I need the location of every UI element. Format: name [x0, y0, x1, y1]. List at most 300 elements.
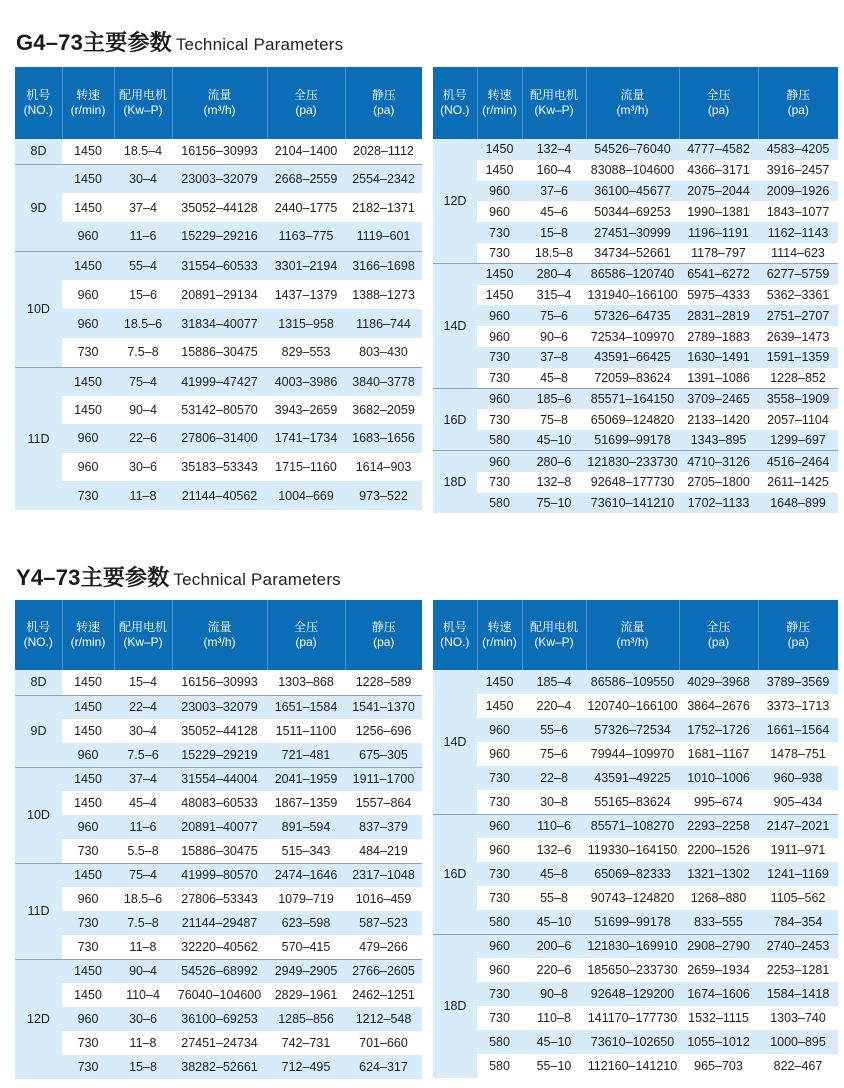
cell-motor: 45–8	[540, 370, 568, 385]
header-col-total-pressure	[267, 67, 345, 139]
cell-total-pressure: 1321–1302	[679, 862, 758, 886]
header-label-cn: 流量	[620, 88, 645, 102]
table-row	[15, 1031, 422, 1055]
table-row	[433, 347, 838, 368]
header-col-flow	[586, 600, 679, 670]
cell-total-pressure: 5975–4333	[687, 287, 750, 302]
cell-motor: 185–4	[522, 670, 586, 694]
cell-motor: 18.5–4	[123, 144, 163, 159]
table-row	[433, 409, 838, 430]
title-cn: Y4–73主要参数	[16, 565, 170, 590]
cell-flow: 131940–166100	[587, 287, 678, 302]
cell-total-pressure: 4003–3986	[267, 367, 345, 396]
cell-total-pressure: 2440–1775	[274, 200, 338, 215]
header-label-cn: 全压	[706, 620, 731, 634]
cell-total-pressure: 1681–1167	[687, 747, 750, 761]
header-label-unit: (Kw–P)	[534, 103, 574, 117]
table-row	[15, 453, 422, 482]
header-col-motor	[114, 67, 172, 139]
cell-static-pressure: 2554–2342	[345, 164, 422, 193]
header-label-unit: (r/min)	[482, 635, 517, 649]
section-title-g4-73	[16, 26, 343, 57]
header-col-static-pressure	[758, 600, 838, 670]
cell-flow: 21144–40562	[172, 481, 267, 510]
cell-total-pressure: 1702–1133	[679, 493, 758, 514]
cell-speed: 730	[489, 1011, 510, 1025]
cell-static-pressure: 2740–2453	[758, 934, 838, 958]
cell-flow: 38282–52661	[172, 1055, 267, 1079]
table-row	[433, 766, 838, 790]
cell-motor: 22–8	[522, 766, 586, 790]
cell-speed: 960	[489, 843, 510, 857]
cell-motor: 7.5–8	[114, 911, 172, 935]
header-label-unit: (r/min)	[482, 103, 517, 117]
cell-static-pressure: 2611–1425	[767, 475, 829, 490]
cell-total-pressure: 2133–1420	[687, 412, 750, 427]
cell-speed: 1450	[74, 675, 102, 690]
cell-speed: 1450	[62, 959, 114, 983]
table-row	[433, 243, 838, 264]
cell-speed: 730	[77, 843, 99, 858]
header-col-speed	[477, 600, 522, 670]
cell-motor: 7.5–6	[114, 743, 172, 767]
header-label-unit: (pa)	[295, 103, 317, 117]
table-row	[15, 338, 422, 367]
cell-motor: 15–8	[114, 1055, 172, 1079]
table-row	[433, 305, 838, 326]
header-col-total-pressure	[679, 67, 758, 139]
cell-motor: 280–4	[522, 264, 586, 285]
table-row	[433, 139, 838, 160]
cell-speed: 730	[489, 794, 510, 809]
header-label-cn: 配用电机	[529, 620, 578, 634]
table-row	[433, 222, 838, 243]
cell-speed: 580	[489, 1059, 510, 1073]
cell-flow: 83088–104600	[590, 163, 675, 178]
cell-speed: 960	[489, 204, 510, 219]
header-label-cn: 转速	[487, 88, 512, 102]
header-label-cn: 全压	[293, 88, 318, 102]
table-row	[433, 451, 838, 472]
cell-static-pressure: 1256–696	[355, 724, 412, 738]
cell-motor: 11–8	[114, 481, 172, 510]
cell-flow: 54526–76040	[586, 139, 679, 160]
cell-flow: 15229–29219	[172, 743, 267, 767]
cell-motor: 18.5–6	[123, 892, 163, 906]
cell-flow: 54526–68992	[172, 959, 267, 983]
g4-73-table-left	[15, 67, 422, 510]
cell-total-pressure: 1532–1115	[688, 1011, 749, 1025]
table-row	[15, 719, 422, 743]
cell-motor: 75–8	[540, 412, 568, 427]
cell-speed: 1450	[74, 988, 102, 1002]
title-en: Technical Parameters	[173, 570, 341, 589]
section-title-y4-73	[16, 561, 341, 592]
cell-motor: 30–6	[129, 460, 157, 475]
cell-flow: 73610–102650	[586, 1030, 679, 1054]
cell-model-no: 14D	[433, 670, 477, 814]
table-row	[15, 791, 422, 815]
cell-motor: 185–6	[522, 389, 586, 410]
header-label-unit: (Kw–P)	[123, 103, 163, 117]
cell-speed: 960	[62, 222, 114, 251]
cell-flow: 35052–44128	[181, 724, 258, 738]
cell-flow: 27806–31400	[172, 424, 267, 453]
cell-total-pressure: 3943–2659	[274, 402, 338, 417]
table-row	[15, 139, 422, 164]
cell-motor: 110–8	[537, 1011, 571, 1025]
cell-model-no: 11D	[15, 863, 62, 959]
header-col-flow	[586, 67, 679, 139]
cell-static-pressure: 2147–2021	[758, 814, 838, 838]
header-label-cn: 机号	[442, 620, 467, 634]
cell-motor: 37–4	[129, 200, 157, 215]
header-label-cn: 流量	[620, 620, 645, 634]
header-label-cn: 全压	[706, 88, 731, 102]
header-row	[15, 67, 422, 139]
cell-motor: 11–8	[129, 1036, 157, 1050]
cell-total-pressure: 1178–797	[691, 246, 746, 261]
cell-flow: 85571–164150	[586, 389, 679, 410]
cell-static-pressure: 5362–3361	[766, 287, 830, 302]
cell-total-pressure: 2075–2044	[679, 181, 758, 202]
cell-flow: 57326–72534	[586, 718, 679, 742]
table-row	[433, 718, 838, 742]
cell-speed: 960	[477, 389, 522, 410]
cell-motor: 90–4	[114, 959, 172, 983]
cell-flow: 36100–45677	[586, 181, 679, 202]
table-row	[15, 695, 422, 719]
cell-flow: 41999–47427	[172, 367, 267, 396]
cell-flow: 23003–32079	[172, 695, 267, 719]
cell-static-pressure: 2182–1371	[352, 200, 415, 215]
cell-speed: 1450	[485, 287, 514, 302]
cell-flow: 92648–129200	[586, 982, 679, 1006]
cell-total-pressure: 2949–2905	[267, 959, 345, 983]
title-cn: G4–73主要参数	[16, 30, 172, 55]
header-label-unit: (pa)	[707, 103, 730, 117]
cell-flow: 34734–52661	[594, 246, 671, 261]
header-label-cn: 静压	[371, 620, 396, 634]
cell-total-pressure: 891–594	[267, 815, 345, 839]
cell-motor: 280–6	[522, 451, 586, 472]
cell-speed: 960	[489, 329, 510, 344]
table-row	[433, 670, 838, 694]
table-row	[15, 959, 422, 983]
cell-static-pressure: 1911–971	[770, 843, 826, 857]
cell-total-pressure: 1651–1584	[267, 695, 345, 719]
header-label-unit: (Kw–P)	[534, 635, 574, 649]
cell-total-pressure: 1055–1012	[679, 1030, 758, 1054]
table-row	[15, 911, 422, 935]
cell-speed: 960	[77, 460, 99, 475]
header-label-unit: (r/min)	[70, 103, 106, 117]
table-row	[433, 201, 838, 222]
table-row	[15, 164, 422, 193]
cell-total-pressure: 721–481	[267, 743, 345, 767]
cell-static-pressure: 2028–1112	[353, 144, 414, 159]
cell-speed: 960	[477, 451, 522, 472]
cell-static-pressure: 6277–5759	[758, 264, 838, 285]
header-label-cn: 配用电机	[118, 88, 167, 102]
table-row	[433, 958, 838, 982]
cell-model-no: 14D	[433, 264, 477, 389]
cell-flow: 72059–83624	[594, 370, 671, 385]
cell-speed: 1450	[62, 251, 114, 280]
table-row	[15, 815, 422, 839]
header-col-flow	[172, 600, 267, 670]
cell-flow: 50344–69253	[594, 204, 671, 219]
cell-flow: 92648–177730	[590, 475, 675, 490]
cell-static-pressure: 2317–1048	[345, 863, 422, 887]
cell-total-pressure: 1437–1379	[274, 287, 338, 302]
cell-motor: 30–4	[114, 164, 172, 193]
cell-static-pressure: 2766–2605	[345, 959, 422, 983]
cell-total-pressure: 4710–3126	[679, 451, 758, 472]
header-label-unit: (pa)	[787, 635, 809, 649]
cell-speed: 960	[477, 305, 522, 326]
table-row	[433, 934, 838, 958]
cell-motor: 30–4	[129, 724, 157, 738]
cell-static-pressure: 624–317	[345, 1055, 422, 1079]
header-label-unit: (NO.)	[23, 635, 53, 649]
cell-motor: 22–4	[114, 695, 172, 719]
cell-total-pressure: 1315–958	[267, 309, 345, 338]
cell-model-no: 12D	[15, 959, 62, 1079]
cell-flow: 20891–40077	[172, 815, 267, 839]
table-row	[15, 743, 422, 767]
table-row	[15, 767, 422, 791]
cell-model-no: 10D	[15, 767, 62, 863]
cell-speed: 730	[477, 222, 522, 243]
g4-73-table-right	[433, 67, 838, 513]
table-row	[433, 472, 838, 493]
cell-speed: 730	[477, 766, 522, 790]
table-row	[433, 814, 838, 838]
header-label-cn: 配用电机	[118, 620, 167, 634]
cell-total-pressure: 995–674	[694, 794, 743, 809]
table-row	[433, 694, 838, 718]
cell-motor: 45–8	[522, 862, 586, 886]
cell-motor: 5.5–8	[127, 843, 159, 858]
cell-speed: 960	[477, 718, 522, 742]
cell-motor: 132–4	[522, 139, 586, 160]
cell-motor: 75–4	[114, 367, 172, 396]
cell-speed: 730	[489, 370, 510, 385]
cell-speed: 1450	[62, 767, 114, 791]
cell-static-pressure: 1299–697	[758, 430, 838, 451]
cell-static-pressure: 3840–3778	[345, 367, 422, 396]
table-row	[433, 181, 838, 202]
cell-motor: 15–8	[522, 222, 586, 243]
header-col-total-pressure	[267, 600, 345, 670]
cell-motor: 55–4	[114, 251, 172, 280]
cell-speed: 730	[489, 475, 510, 490]
cell-static-pressure: 1478–751	[770, 747, 826, 761]
header-label-unit: (NO.)	[440, 103, 470, 117]
cell-flow: 41999–80570	[172, 863, 267, 887]
cell-model-no: 11D	[15, 367, 62, 510]
cell-speed: 960	[489, 963, 510, 977]
cell-total-pressure: 3709–2465	[679, 389, 758, 410]
cell-flow: 21144–29487	[172, 911, 267, 935]
cell-speed: 1450	[477, 139, 522, 160]
cell-static-pressure: 2057–1104	[767, 412, 829, 427]
cell-speed: 730	[77, 1036, 99, 1050]
cell-speed: 730	[489, 412, 510, 427]
cell-total-pressure: 712–495	[267, 1055, 345, 1079]
cell-flow: 36100–69253	[172, 1007, 267, 1031]
cell-motor: 55–6	[522, 718, 586, 742]
table-row	[433, 1006, 838, 1030]
table-row	[433, 160, 838, 181]
cell-speed: 960	[62, 743, 114, 767]
header-label-cn: 转速	[75, 620, 100, 634]
cell-total-pressure: 2789–1883	[687, 329, 750, 344]
cell-static-pressure: 973–522	[345, 481, 422, 510]
cell-static-pressure: 822–467	[773, 1059, 823, 1073]
cell-model-no: 12D	[433, 139, 477, 264]
header-label-cn: 转速	[487, 620, 512, 634]
cell-static-pressure: 1016–459	[355, 892, 412, 906]
cell-static-pressure: 3166–1698	[345, 251, 422, 280]
header-col-static-pressure	[345, 600, 422, 670]
cell-static-pressure: 2639–1473	[766, 329, 830, 344]
cell-speed: 580	[477, 1030, 522, 1054]
header-col-speed	[62, 600, 114, 670]
table-row	[15, 251, 422, 280]
cell-speed: 1450	[485, 163, 514, 178]
table-row	[15, 280, 422, 309]
header-label-cn: 流量	[207, 88, 232, 102]
table-row	[15, 1007, 422, 1031]
cell-speed: 1450	[62, 695, 114, 719]
cell-total-pressure: 2659–1934	[687, 963, 750, 977]
cell-flow: 20891–29134	[181, 287, 258, 302]
cell-total-pressure: 1343–895	[679, 430, 758, 451]
cell-flow: 23003–32079	[172, 164, 267, 193]
header-col-no	[433, 600, 477, 670]
table-row	[15, 670, 422, 695]
header-label-unit: (m³/h)	[616, 635, 649, 649]
header-label-unit: (NO.)	[440, 635, 470, 649]
cell-static-pressure: 1105–562	[770, 891, 826, 905]
header-label-cn: 机号	[26, 620, 51, 634]
cell-motor: 11–6	[114, 815, 172, 839]
table-row	[15, 222, 422, 251]
cell-motor: 18.5–8	[534, 246, 574, 261]
header-col-flow	[172, 67, 267, 139]
cell-flow: 57326–64735	[586, 305, 679, 326]
y4-73-table-right	[433, 600, 838, 1078]
cell-motor: 55–10	[536, 1059, 572, 1073]
cell-motor: 7.5–8	[127, 345, 159, 360]
cell-total-pressure: 2831–2819	[679, 305, 758, 326]
table-row	[433, 790, 838, 814]
table-row	[15, 863, 422, 887]
cell-flow: 86586–120740	[586, 264, 679, 285]
header-label-cn: 全压	[293, 620, 318, 634]
cell-static-pressure: 587–523	[345, 911, 422, 935]
cell-total-pressure: 6541–6272	[679, 264, 758, 285]
cell-static-pressure: 1661–1564	[758, 718, 838, 742]
cell-flow: 121830–233730	[586, 451, 679, 472]
cell-model-no: 10D	[15, 251, 62, 367]
cell-static-pressure: 1843–1077	[766, 204, 830, 219]
cell-flow: 79944–109970	[590, 747, 675, 761]
header-label-unit: (pa)	[373, 103, 395, 117]
cell-total-pressure: 2293–2258	[679, 814, 758, 838]
table-row	[15, 935, 422, 959]
cell-static-pressure: 1186–744	[345, 309, 422, 338]
cell-static-pressure: 3682–2059	[352, 402, 415, 417]
cell-total-pressure: 1163–775	[267, 222, 345, 251]
cell-speed: 730	[62, 1055, 114, 1079]
cell-total-pressure: 829–553	[281, 345, 331, 360]
cell-total-pressure: 1268–880	[690, 891, 747, 905]
cell-speed: 1450	[74, 796, 102, 810]
cell-speed: 1450	[74, 144, 102, 159]
cell-flow: 35183–53343	[181, 460, 258, 475]
cell-flow: 27806–53343	[181, 892, 258, 906]
cell-flow: 31554–60533	[172, 251, 267, 280]
header-label-unit: (m³/h)	[616, 103, 649, 117]
header-label-cn: 机号	[442, 88, 467, 102]
cell-static-pressure: 3373–1713	[766, 699, 830, 713]
cell-static-pressure: 1591–1359	[758, 347, 838, 368]
table-row	[15, 887, 422, 911]
cell-total-pressure: 1752–1726	[679, 718, 758, 742]
cell-static-pressure: 1614–903	[355, 460, 412, 475]
cell-speed: 960	[477, 814, 522, 838]
cell-speed: 1450	[74, 402, 102, 417]
cell-static-pressure: 484–219	[359, 843, 408, 858]
cell-static-pressure: 1114–623	[771, 246, 825, 261]
cell-flow: 27451–24734	[181, 1036, 258, 1050]
cell-speed: 960	[62, 424, 114, 453]
cell-total-pressure: 1391–1086	[687, 370, 750, 385]
cell-total-pressure: 3864–2676	[687, 699, 750, 713]
cell-motor: 75–6	[522, 305, 586, 326]
header-label-unit: (r/min)	[70, 635, 106, 649]
cell-speed: 730	[477, 982, 522, 1006]
cell-total-pressure: 1511–1100	[275, 724, 337, 738]
table-row	[15, 481, 422, 510]
cell-total-pressure: 2829–1961	[274, 988, 338, 1002]
cell-flow: 15229–29216	[172, 222, 267, 251]
cell-total-pressure: 570–415	[281, 939, 331, 954]
cell-motor: 37–4	[114, 767, 172, 791]
cell-speed: 1450	[62, 367, 114, 396]
table-row	[433, 1030, 838, 1054]
cell-flow: 86586–109550	[586, 670, 679, 694]
cell-speed: 960	[77, 892, 99, 906]
cell-total-pressure: 2705–1800	[687, 475, 750, 490]
header-label-cn: 配用电机	[529, 88, 578, 102]
cell-flow: 32220–40562	[181, 939, 258, 954]
cell-flow: 51699–99178	[586, 430, 679, 451]
cell-flow: 31554–44004	[172, 767, 267, 791]
table-row	[433, 982, 838, 1006]
header-label-unit: (NO.)	[23, 103, 53, 117]
cell-motor: 90–6	[540, 329, 568, 344]
header-col-no	[15, 67, 62, 139]
cell-static-pressure: 1648–899	[758, 493, 838, 514]
cell-static-pressure: 479–266	[359, 939, 408, 954]
cell-motor: 200–6	[522, 934, 586, 958]
header-row	[433, 600, 838, 670]
cell-flow: 16156–30993	[181, 675, 258, 690]
